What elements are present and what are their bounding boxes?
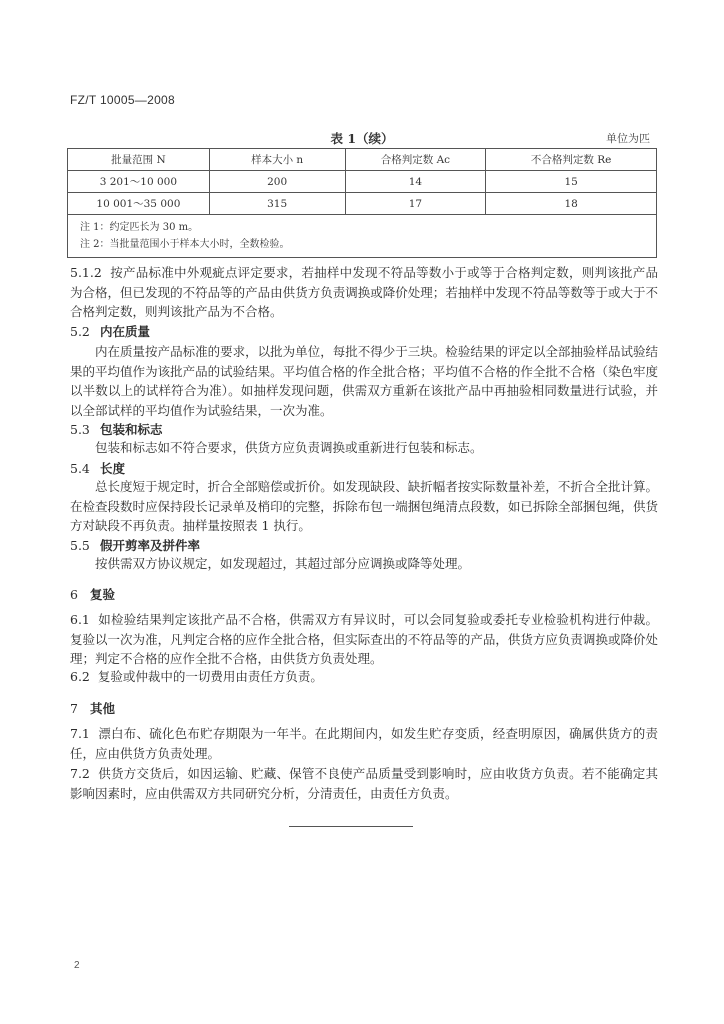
heading-7 — [70, 699, 115, 717]
heading-title: 其他 — [90, 701, 116, 716]
heading-number: 5.4 — [70, 461, 90, 476]
table-caption: 表 1（续） — [330, 131, 394, 146]
table-row — [68, 193, 657, 215]
column-header: 不合格判定数 Re — [486, 149, 657, 171]
table-cell: 14 — [345, 171, 486, 193]
table-cell: 15 — [486, 171, 657, 193]
heading-number: 5.2 — [70, 324, 90, 339]
column-header: 合格判定数 Ac — [345, 149, 486, 171]
clause-number: 6.2 — [70, 669, 90, 684]
table-cell: 18 — [486, 193, 657, 215]
clause-text: 复验或仲裁中的一切费用由责任方负责。 — [97, 669, 323, 684]
table-cell: 3 201～10 000 — [68, 171, 210, 193]
end-divider — [289, 826, 413, 827]
heading-5-5 — [70, 536, 200, 554]
clause-7-2 — [70, 764, 658, 803]
table-unit-note: 单位为匹 — [606, 132, 650, 145]
table-row — [68, 171, 657, 193]
clause-text: 如检验结果判定该批产品不合格，供需双方有异议时，可以会同复验或委托专业检验机构进行仲裁。复验以一次为准，凡判定合格的应作全批合格，但实际查出的不符品等的产品，供货方应负责调换或降价处理；判定不合格的应作全批不合格，由供货方负责处理。 — [70, 612, 658, 667]
heading-5-4 — [70, 459, 125, 477]
clause-number: 7.2 — [70, 766, 90, 781]
clause-6-1 — [70, 610, 658, 669]
table-notes — [68, 215, 657, 258]
heading-number: 5.3 — [70, 422, 90, 437]
column-header: 批量范围 N — [68, 149, 210, 171]
table-notes-row — [68, 215, 657, 258]
table-note: 注 2：当批量范围小于样本大小时，全数检验。 — [80, 239, 290, 250]
clause-5-5-text: 按供需双方协议规定，如发现超过，其超过部分应调换或降等处理。 — [95, 556, 471, 571]
table-cell: 17 — [345, 193, 486, 215]
heading-title: 包装和标志 — [100, 422, 163, 437]
clause-text: 按产品标准中外观疵点评定要求，若抽样中发现不符品等数小于或等于合格判定数，则判该批产品为合格，但已发现的不符品等的产品由供货方负责调换或降价处理；若抽样中发现不符品等数等于或大于不合格判定数，则判该批产品为不合格。 — [70, 265, 658, 320]
table-note: 注 1：约定匹长为 30 m。 — [80, 222, 199, 233]
column-header: 样本大小 n — [209, 149, 345, 171]
heading-5-2 — [70, 322, 150, 340]
table-cell: 200 — [209, 171, 345, 193]
standard-code: FZ/T 10005—2008 — [70, 93, 176, 107]
clause-number: 7.1 — [70, 726, 90, 741]
clause-5-1-2 — [70, 263, 658, 322]
clause-5-3-text: 包装和标志如不符合要求，供货方应负责调换或重新进行包装和标志。 — [95, 440, 483, 455]
clause-number: 5.1.2 — [70, 265, 102, 280]
heading-number: 7 — [70, 701, 78, 716]
clause-7-1 — [70, 724, 658, 763]
heading-title: 复验 — [90, 587, 116, 602]
heading-5-3 — [70, 420, 163, 438]
table-header-row — [68, 149, 657, 171]
clause-5-4-text: 总长度短于规定时，折合全部赔偿或折价。如发现缺段、缺折幅者按实际数量补差，不折合全批计算。在检查段数时应保持段长记录单及梢印的完整，拆除布包一端捆包绳清点段数，如已拆除全部捆包绳，供货方对缺段不再负责。抽样量按照表 1 执行。 — [70, 479, 658, 534]
clause-5-2-text: 内在质量按产品标准的要求，以批为单位，每批不得少于三块。检验结果的评定以全部抽验样品试验结果的平均值作为该批产品的试验结果。平均值合格的作全批合格；平均值不合格的作全批不合格（染色牢度以半数以上的试样符合为准）。如抽样发现问题，供需双方重新在该批产品中再抽验相同数量进行试验，并以全部试样的平均值作为试验结果，一次为准。 — [70, 344, 658, 418]
heading-title: 内在质量 — [100, 324, 151, 339]
clause-6-2 — [70, 667, 658, 687]
heading-number: 6 — [70, 587, 78, 602]
table-cell: 315 — [209, 193, 345, 215]
heading-title: 长度 — [100, 461, 126, 476]
heading-6 — [70, 585, 115, 603]
page-number: 2 — [74, 960, 80, 971]
table-cell: 10 001～35 000 — [68, 193, 210, 215]
clause-text: 漂白布、硫化色布贮存期限为一年半。在此期间内，如发生贮存变质，经查明原因，确属供货方的责任，应由供货方负责处理。 — [70, 726, 658, 761]
heading-title: 假开剪率及拼件率 — [100, 538, 201, 553]
clause-text: 供货方交货后，如因运输、贮藏、保管不良使产品质量受到影响时，应由收货方负责。若不能确定其影响因素时，应由供需双方共同研究分析，分清责任，由责任方负责。 — [70, 766, 658, 801]
heading-number: 5.5 — [70, 538, 90, 553]
clause-number: 6.1 — [70, 612, 90, 627]
sampling-table — [67, 148, 657, 258]
